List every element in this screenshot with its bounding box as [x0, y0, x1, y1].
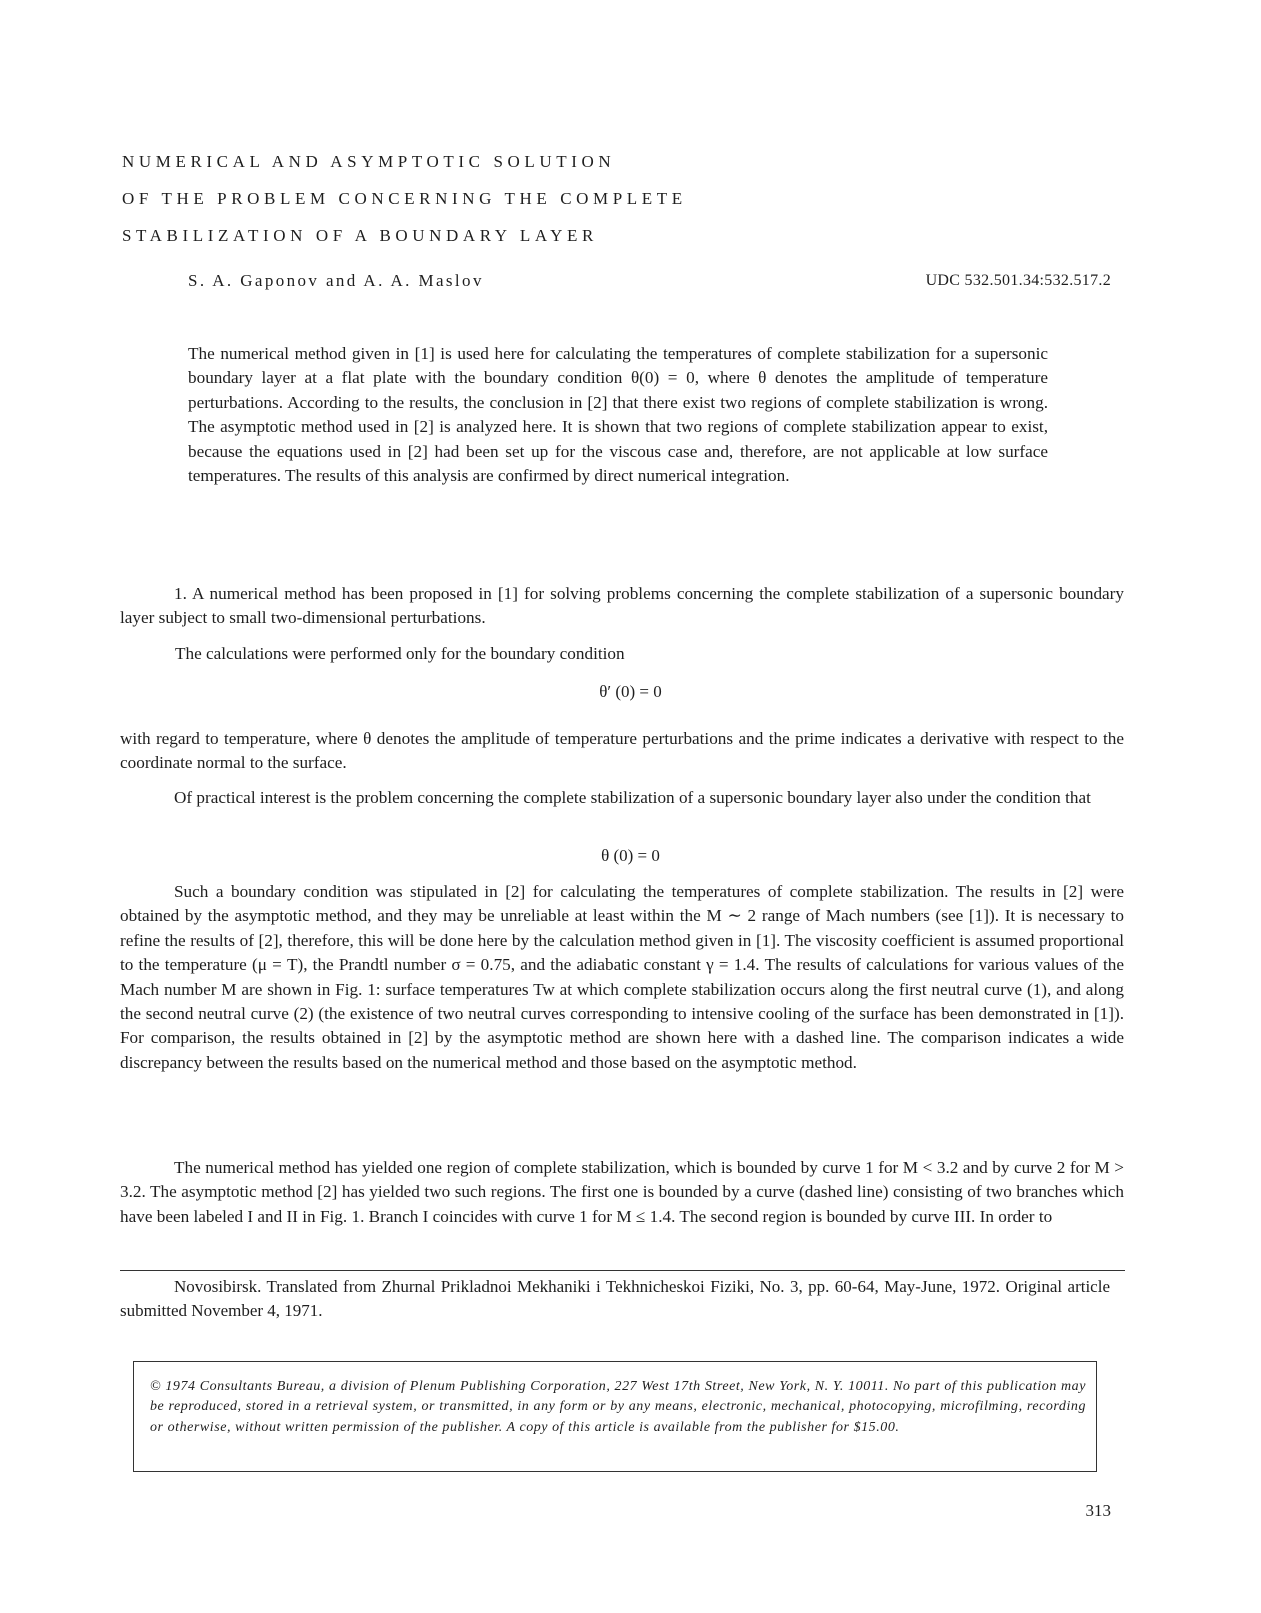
copyright-notice: © 1974 Consultants Bureau, a division of Plenum Publishing Corporation, 227 West 17th Street, New York, N. Y. 10011. No part of this publication may be reproduced, stored in a retrieval system, or transmitted, in any form or by any means, electronic, mechanical, photocopying, microfilming, recording or otherwise, without written permission of the publisher. A copy of this article is available from the publisher for $15.00. [150, 1379, 1086, 1435]
title-line-1: NUMERICAL AND ASYMPTOTIC SOLUTION [122, 152, 616, 171]
body-paragraph-6: The numerical method has yielded one region of complete stabilization, which is bounded by curve 1 for M < 3.2 and by curve 2 for M > 3.2. The asymptotic method [2] has yielded two such regions. The first one is bounded by a curve (dashed line) consisting of two branches which have been labeled I and II in Fig. 1. Branch I coincides with curve 1 for M ≤ 1.4. The second region is bounded by curve III. In order to [120, 1158, 1124, 1226]
body-paragraph-3: with regard to temperature, where θ denotes the amplitude of temperature perturbations and the prime indicates a derivative with respect to the coordinate normal to the surface. [120, 729, 1124, 773]
equation-2: θ (0) = 0 [601, 846, 660, 865]
title-line-2: OF THE PROBLEM CONCERNING THE COMPLETE [122, 189, 687, 208]
page-number: 313 [1085, 1501, 1111, 1520]
authors: S. A. Gaponov and A. A. Maslov [188, 271, 484, 290]
abstract: The numerical method given in [1] is used here for calculating the temperatures of complete stabilization for a supersonic boundary layer at a flat plate with the boundary condition θ(0) = 0, where θ denotes the amplitude of temperature perturbations. According to the results, the conclusion in [2] that there exist two regions of complete stabilization is wrong. The asymptotic method used in [2] is analyzed here. It is shown that two regions of complete stabilization appear to exist, because the equations used in [2] had been set up for the viscous case and, therefore, are not applicable at low surface temperatures. The results of this analysis are confirmed by direct numerical integration. [188, 344, 1048, 486]
body-paragraph-4: Of practical interest is the problem concerning the complete stabilization of a supersonic boundary layer also under the condition that [174, 788, 1091, 807]
udc-code: UDC 532.501.34:532.517.2 [925, 272, 1111, 289]
body-paragraph-1: 1. A numerical method has been proposed in [1] for solving problems concerning the complete stabilization of a supersonic boundary layer subject to small two-dimensional perturbations. [120, 584, 1124, 628]
equation-1: θ′ (0) = 0 [599, 682, 662, 701]
body-paragraph-5: Such a boundary condition was stipulated in [2] for calculating the temperatures of complete stabilization. The results in [2] were obtained by the asymptotic method, and they may be unreliable at least within the M ∼ 2 range of Mach numbers (see [1]). It is necessary to refine the results of [2], therefore, this will be done here by the calculation method given in [1]. The viscosity coefficient is assumed proportional to the temperature (μ = T), the Prandtl number σ = 0.75, and the adiabatic constant γ = 1.4. The results of calculations for various values of the Mach number M are shown in Fig. 1: surface temperatures Tw at which complete stabilization occurs along the first neutral curve (1), and along the second neutral curve (2) (the existence of two neutral curves corresponding to intensive cooling of the surface has been demonstrated in [1]). For comparison, the results obtained in [2] by the asymptotic method are shown here with a dashed line. The comparison indicates a wide discrepancy between the results based on the numerical method and those based on the asymptotic method. [120, 882, 1124, 1072]
body-paragraph-2: The calculations were performed only for the boundary condition [175, 644, 625, 663]
title-line-3: STABILIZATION OF A BOUNDARY LAYER [122, 226, 598, 245]
footnote: Novosibirsk. Translated from Zhurnal Prikladnoi Mekhaniki i Tekhnicheskoi Fiziki, No. 3, pp. 60-64, May-June, 1972. Original article submitted November 4, 1971. [120, 1277, 1110, 1320]
footnote-divider [120, 1270, 1125, 1271]
